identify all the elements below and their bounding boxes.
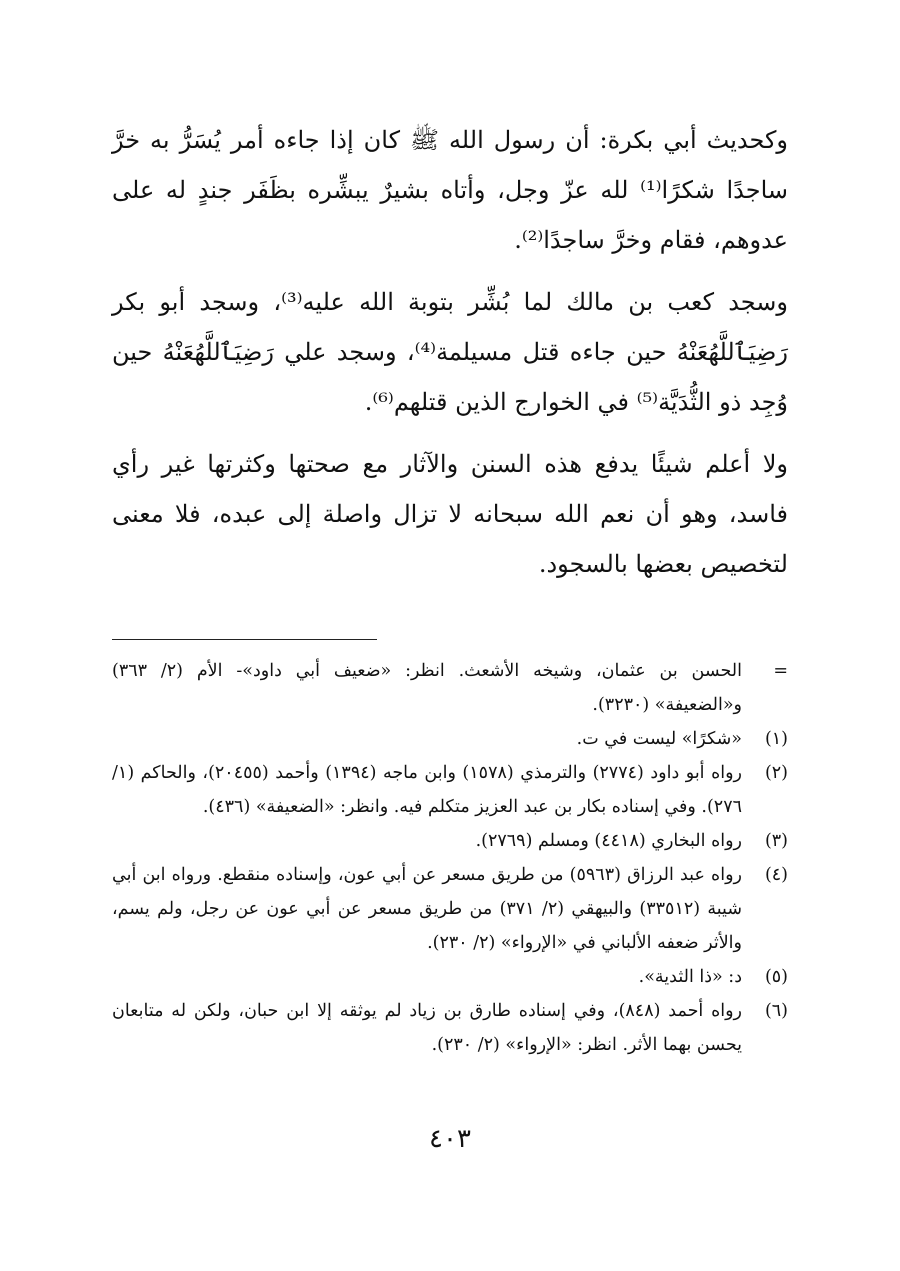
footnote-separator (112, 639, 377, 640)
paragraph-companions-prostration: وسجد كعب بن مالك لما بُشِّر بتوبة الله عليه⁽³⁾، وسجد أبو بكر رَضِيَٱللَّهُعَنْهُ حين جاءه قتل مسيلمة⁽⁴⁾، وسجد علي رَضِيَٱللَّهُعَنْهُ حين وُجِد ذو الثُّدَيَّة⁽⁵⁾ في الخوارج الذين قتلهم⁽⁶⁾. (112, 288, 788, 416)
footnote-marker: (٦) (764, 1001, 788, 1021)
footnote-continuation (112, 654, 788, 722)
footnote-marker: (٢) (764, 763, 788, 783)
footnote-marker: (٥) (764, 967, 788, 987)
footnote-1 (112, 722, 788, 756)
footnote-5 (112, 960, 788, 994)
main-text (112, 115, 788, 589)
page-number: ٤٠٣ (429, 1124, 471, 1154)
footnote-text: رواه عبد الرزاق (٥٩٦٣) من طريق مسعر عن أبي عون، وإسناده منقطع. ورواه ابن أبي شيبة (٣٣٥١٢) والبيهقي (٢/ ٣٧١) من طريق مسعر عن أبي عون عن رجل، ولم يسم، والأثر ضعفه الألباني في «الإرواء» (٢/ ٢٣٠). (112, 865, 743, 953)
footnote-2 (112, 756, 788, 824)
footnote-6 (112, 994, 788, 1062)
footnote-text: رواه أبو داود (٢٧٧٤) والترمذي (١٥٧٨) وابن ماجه (١٣٩٤) وأحمد (٢٠٤٥٥)، والحاكم (١/ ٢٧٦). وفي إسناده بكار بن عبد العزيز متكلم فيه. وانظر: «الضعيفة» (٤٣٦). (112, 763, 742, 817)
footnote-text: د: «ذا الثدية». (638, 967, 742, 987)
footnote-text: «شكرًا» ليست في ت. (576, 729, 742, 749)
footnote-marker: (٣) (764, 831, 788, 851)
paragraph-author-opinion: ولا أعلم شيئًا يدفع هذه السنن والآثار مع صحتها وكثرتها غير رأي فاسد، وهو أن نعم الله سبحانه لا تزال واصلة إلى عبده، فلا معنى لتخصيص بعضها بالسجود. (112, 450, 788, 578)
footnote-3 (112, 824, 788, 858)
footnote-text: رواه أحمد (٨٤٨)، وفي إسناده طارق بن زياد لم يوثقه إلا ابن حبان، ولكن له متابعان يحسن بهما الأثر. انظر: «الإرواء» (٢/ ٢٣٠). (112, 1001, 742, 1055)
footnote-marker: (٤) (764, 865, 788, 885)
footnote-text: رواه البخاري (٤٤١٨) ومسلم (٢٧٦٩). (475, 831, 742, 851)
book-page (112, 115, 788, 1062)
footnote-4 (112, 858, 788, 960)
footnote-marker: = (773, 661, 788, 681)
footnote-marker: (١) (764, 729, 788, 749)
footnotes (112, 654, 788, 1062)
paragraph-abu-bakra-hadith: وكحديث أبي بكرة: أن رسول الله ﷺ كان إذا جاءه أمر يُسَرُّ به خرَّ ساجدًا شكرًا⁽¹⁾ لله عزّ وجل، وأتاه بشيرٌ يبشِّره بظَفَر جندٍ له على عدوهم، فقام وخرَّ ساجدًا⁽²⁾. (112, 126, 788, 254)
footnote-text: الحسن بن عثمان، وشيخه الأشعث. انظر: «ضعيف أبي داود»- الأم (٢/ ٣٦٣) و«الضعيفة» (٣٢٣٠). (112, 661, 742, 715)
